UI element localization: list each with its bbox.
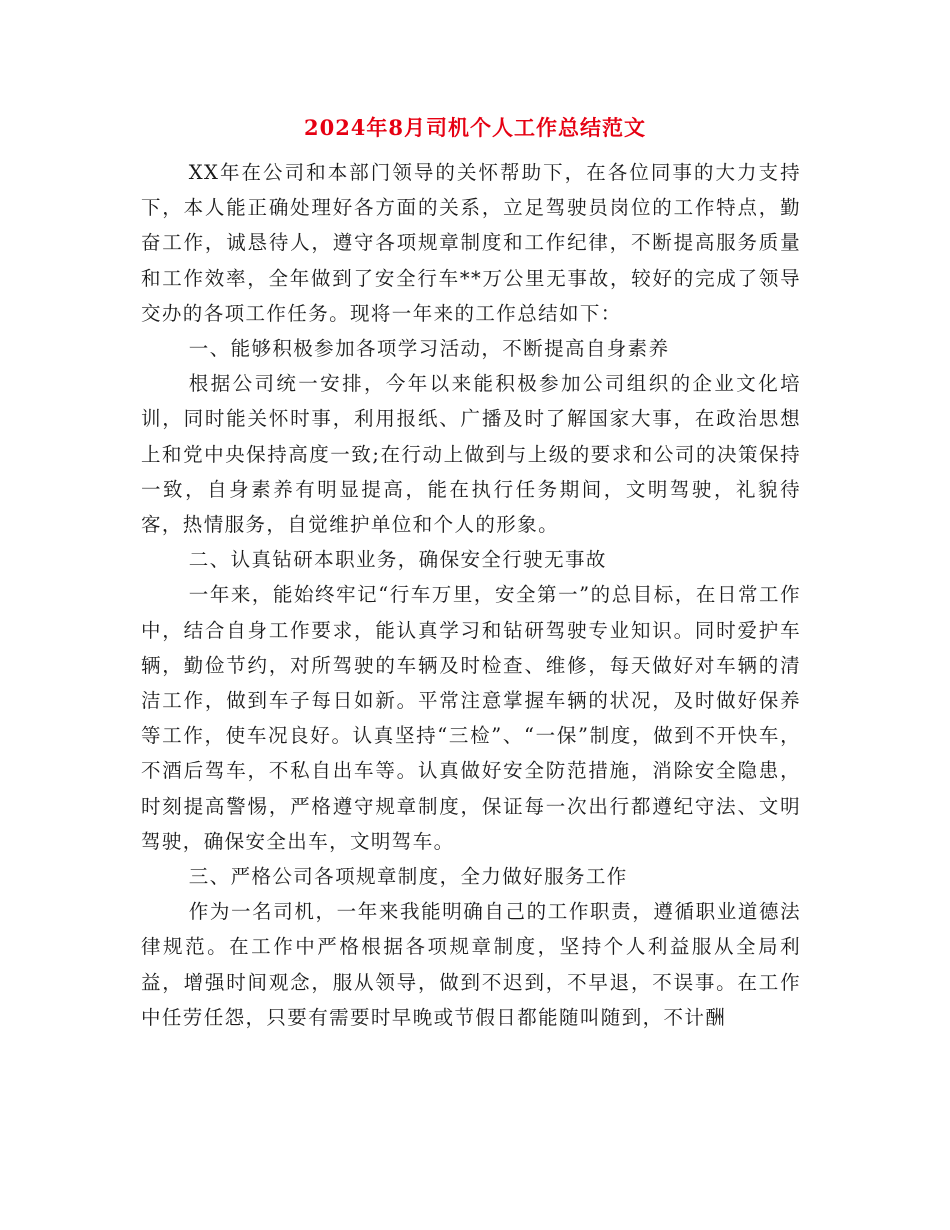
section-heading-1: 一、能够积极参加各项学习活动，不断提高自身素养 — [188, 337, 670, 361]
section-paragraph-2: 一年来，能始终牢记“行车万里，安全第一”的总目标，在日常工作中，结合自身工作要求，能认真学习和钻研驾驶专业知识。同时爱护车辆，勤俭节约，对所驾驶的车辆及时检查、维修，每天做好对车辆的清洁工作，做到车子每日如新。平常注意掌握车辆的状况，及时做好保养等工作，使车况良好。认真坚持“三检”、“一保”制度，做到不开快车，不酒后驾车，不私自出车等。认真做好安全防范措施，消除安全隐患，时刻提高警惕，严格遵守规章制度，保证每一次出行都遵纪守法、文明驾驶，确保安全出车，文明驾车。 — [141, 583, 801, 853]
section-heading-3: 三、严格公司各项规章制度，全力做好服务工作 — [188, 865, 628, 889]
intro-paragraph: XX年在公司和本部门领导的关怀帮助下，在各位同事的大力支持下，本人能正确处理好各方面的关系，立足驾驶员岗位的工作特点，勤奋工作，诚恳待人，遵守各项规章制度和工作纪律，不断提高服务质量和工作效率，全年做到了安全行车**万公里无事故，较好的完成了领导交办的各项工作任务。现将一年来的工作总结如下： — [141, 161, 801, 325]
document-title: 2024年8月司机个人工作总结范文 — [303, 115, 647, 140]
document-body — [141, 155, 801, 1035]
section-paragraph-1: 根据公司统一安排，今年以来能积极参加公司组织的企业文化培训，同时能关怀时事，利用报纸、广播及时了解国家大事，在政治思想上和党中央保持高度一致;在行动上做到与上级的要求和公司的决策保持一致，自身素养有明显提高，能在执行任务期间，文明驾驶，礼貌待客，热情服务，自觉维护单位和个人的形象。 — [141, 372, 801, 537]
section-heading-2: 二、认真钻研本职业务，确保安全行驶无事故 — [188, 548, 607, 572]
section-paragraph-3: 作为一名司机，一年来我能明确自己的工作职责，遵循职业道德法律规范。在工作中严格根据各项规章制度，坚持个人利益服从全局利益，增强时间观念，服从领导，做到不迟到，不早退，不误事。在工作中任劳任怨，只要有需要时早晚或节假日都能随叫随到，不计酬 — [141, 900, 801, 1029]
